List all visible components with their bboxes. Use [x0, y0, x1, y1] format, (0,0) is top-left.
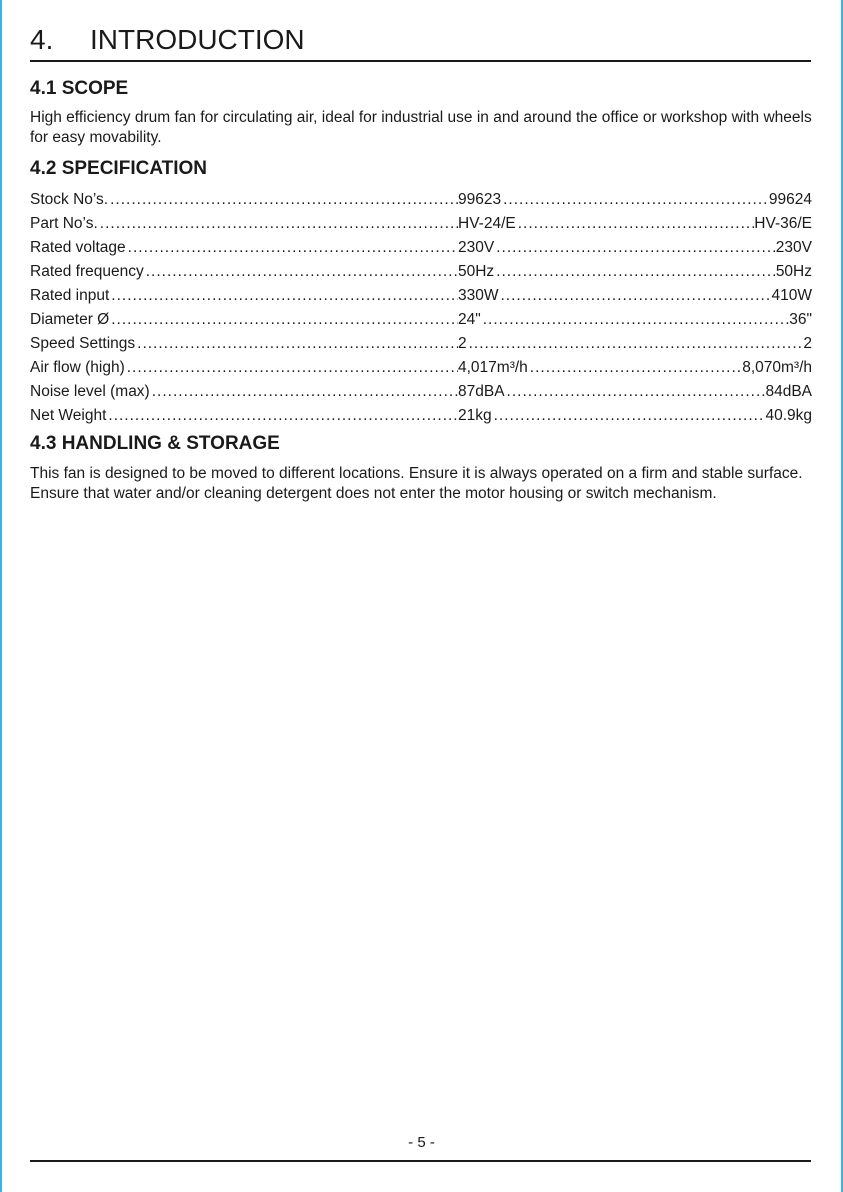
spec-value-model-1: 4,017m³/h — [458, 359, 528, 376]
dot-leader — [109, 284, 458, 308]
dot-leader — [467, 332, 804, 356]
spec-row — [30, 332, 812, 356]
scope-heading: 4.1 SCOPE — [30, 78, 129, 99]
spec-row — [30, 236, 812, 260]
scope-text: High efficiency drum fan for circulating air, ideal for industrial use in and around the office or workshop with wheels for easy movability. — [30, 109, 812, 146]
dot-leader — [144, 260, 458, 284]
spec-value-model-1: 50Hz — [458, 263, 495, 280]
dot-leader — [126, 236, 458, 260]
spec-value-model-2: HV-36/E — [754, 215, 812, 232]
spec-label: Rated voltage — [30, 239, 126, 256]
dot-leader — [494, 260, 776, 284]
dot-leader — [492, 404, 766, 428]
dot-leader — [516, 212, 755, 236]
spec-label: Air flow (high) — [30, 359, 125, 376]
dot-leader — [499, 284, 772, 308]
chapter-number: 4. — [30, 24, 54, 55]
spec-label: Rated input — [30, 287, 110, 304]
spec-value-model-1: 99623 — [458, 191, 502, 208]
spec-label: Stock No’s. — [30, 191, 109, 208]
dot-leader — [125, 356, 458, 380]
spec-row — [30, 188, 812, 212]
spec-value-model-1: 230V — [458, 239, 495, 256]
spec-value-model-2: 50Hz — [775, 263, 812, 280]
dot-leader — [98, 212, 458, 236]
dot-leader — [109, 308, 458, 332]
spec-value-model-2: 99624 — [768, 191, 812, 208]
spec-row — [30, 212, 812, 236]
specification-table — [30, 188, 812, 428]
chapter-title: INTRODUCTION — [90, 24, 305, 55]
spec-value-model-1: 330W — [458, 287, 499, 304]
spec-value-model-1: 21kg — [458, 407, 492, 424]
spec-label: Noise level (max) — [30, 383, 150, 400]
dot-leader — [528, 356, 742, 380]
chapter-heading — [30, 22, 811, 62]
spec-row — [30, 404, 812, 428]
dot-leader — [106, 404, 458, 428]
spec-value-model-2: 84dBA — [765, 383, 812, 400]
spec-value-model-2: 40.9kg — [765, 407, 812, 424]
spec-value-model-2: 230V — [775, 239, 812, 256]
spec-value-model-2: 8,070m³/h — [742, 359, 812, 376]
spec-value-model-1: HV-24/E — [458, 215, 516, 232]
handling-heading: 4.3 HANDLING & STORAGE — [30, 433, 280, 454]
spec-row — [30, 356, 812, 380]
spec-row — [30, 260, 812, 284]
dot-leader — [135, 332, 458, 356]
dot-leader — [108, 188, 458, 212]
spec-value-model-1: 2 — [458, 335, 467, 352]
spec-value-model-2: 36" — [789, 311, 812, 328]
page-number: - 5 - — [408, 1134, 435, 1151]
spec-label: Speed Settings — [30, 335, 136, 352]
spec-label: Diameter Ø — [30, 311, 110, 328]
dot-leader — [501, 188, 769, 212]
spec-value-model-2: 2 — [803, 335, 812, 352]
handling-text: This fan is designed to be moved to different locations. Ensure it is always operated on a firm and stable surface. Ensure that water and/or cleaning detergent does not enter the motor housing or switch mechanism. — [30, 465, 803, 502]
dot-leader — [505, 380, 766, 404]
spec-label: Part No’s. — [30, 215, 98, 232]
spec-value-model-1: 24" — [458, 311, 481, 328]
spec-row — [30, 284, 812, 308]
spec-row — [30, 308, 812, 332]
footer-rule — [30, 1160, 811, 1162]
dot-leader — [481, 308, 790, 332]
specification-heading: 4.2 SPECIFICATION — [30, 158, 208, 179]
spec-value-model-1: 87dBA — [458, 383, 505, 400]
spec-label: Rated frequency — [30, 263, 144, 280]
dot-leader — [150, 380, 458, 404]
spec-label: Net Weight — [30, 407, 107, 424]
spec-value-model-2: 410W — [771, 287, 812, 304]
spec-row — [30, 380, 812, 404]
dot-leader — [494, 236, 776, 260]
